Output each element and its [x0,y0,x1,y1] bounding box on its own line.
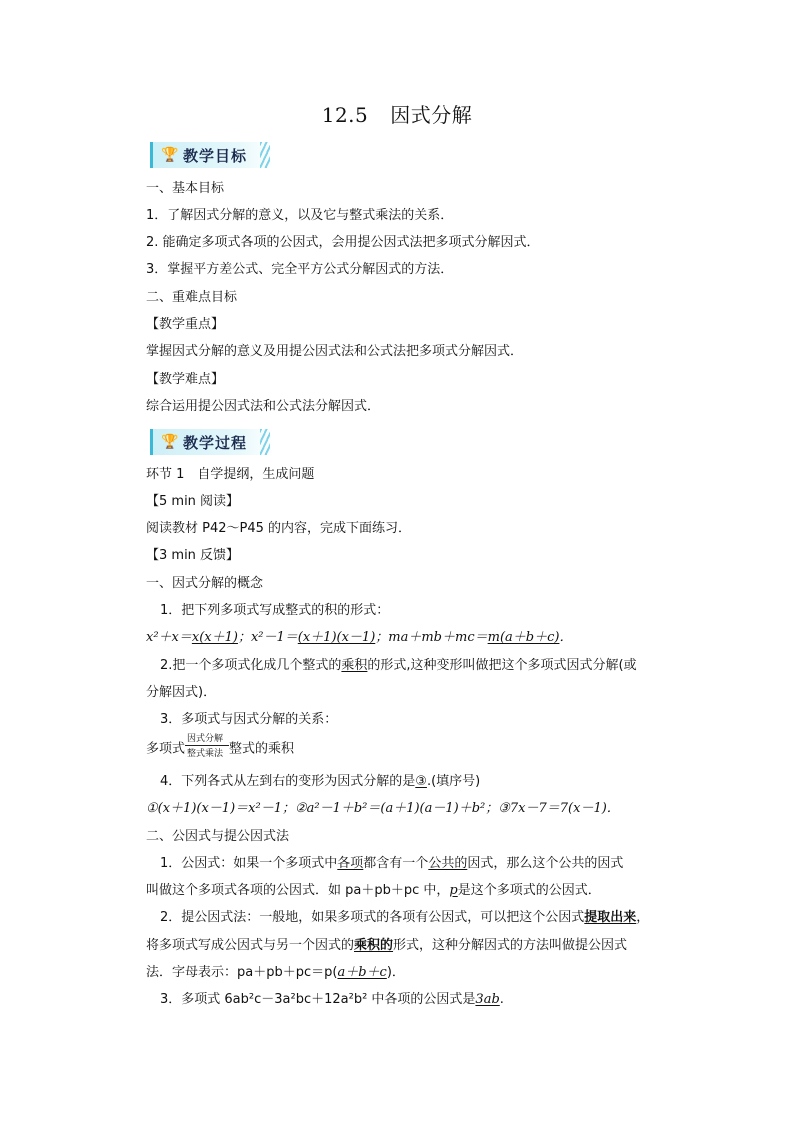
f2-formula-start: 法．字母表示：pa＋pb＋pc＝p( [146,965,338,980]
goal-item-3: 3．掌握平方差公式、完全平方公式分解因式的方法． [146,262,454,277]
feedback-label: 【3 min 反馈】 [146,548,240,563]
q4-end: .(填序号) [426,774,481,789]
q2-end: 的形式,这种变形叫做把这个多项式因式分解(或 [367,658,637,673]
focus-label: 【教学重点】 [146,317,225,332]
answer-a: x(x＋1) [191,630,238,645]
read-label: 【5 min 阅读】 [146,494,240,509]
factor-item-1-cont [146,882,601,900]
f1-mid: 都含有一个 [363,856,429,871]
f2-answer-3: a＋b＋c [337,965,387,980]
f2-formula-end: )． [386,965,405,980]
relation-top-label: 因式分解 [187,734,224,744]
section-title: 因式分解 [390,103,473,127]
f1-answer-3: p [449,883,458,898]
factor-item-2-formula [146,964,405,982]
f3-start: 3．多项式 6ab²c－3a²bc＋12a²b² 中各项的公因式是 [160,992,476,1007]
difficulty-label: 【教学难点】 [146,372,225,387]
q4-answer: ③ [415,774,427,789]
trophy-icon: 🏆 [161,434,179,450]
difficulty-text: 综合运用提公因式法和公式法分解因式． [146,399,381,414]
eq-b: ；x²－1＝ [237,630,298,645]
question-2 [160,657,637,675]
f1-cont-start: 叫做这个多项式各项的公因式．如 pa＋pb＋pc 中， [146,883,450,898]
section-number: 12.5 [321,103,369,127]
factor-heading: 二、公因式与提公因式法 [146,829,290,844]
question-1-equations [146,629,572,647]
f2-comma: ， [636,910,650,925]
trophy-icon: 🏆 [161,147,179,163]
f2-cont-end: 形式，这种分解因式的方法叫做提公因式 [393,938,628,953]
process-banner [150,429,274,455]
factor-item-3 [160,991,504,1009]
f1-start: 1．公因式：如果一个多项式中 [160,856,338,871]
factor-item-2-cont [146,937,627,955]
goals-banner [150,142,274,168]
f1-answer-2: 公共的 [428,856,468,871]
f1-cont-end: 是这个多项式的公因式． [457,883,601,898]
f3-answer: 3ab [475,992,500,1007]
focus-text: 掌握因式分解的意义及用提公因式法和公式法把多项式分解因式． [146,344,524,359]
q2-answer: 乘积 [341,658,368,673]
answer-c: m(a＋b＋c) [487,630,560,645]
q2-start: 2.把一个多项式化成几个整式的 [160,658,342,673]
stage1-heading [146,466,314,484]
f2-answer-2: 乘积的 [354,938,394,953]
f2-answer-1: 提取出来 [584,910,637,925]
question-4 [160,773,480,791]
factor-item-1 [160,855,623,873]
process-banner-label: 教学过程 [183,434,248,452]
goal-item-2: 2. 能确定多项式各项的公因式，会用提公因式法把多项式分解因式． [146,235,540,250]
goal-item-1: 1．了解因式分解的意义，以及它与整式乘法的关系． [146,208,454,223]
f2-start: 2．提公因式法：一般地，如果多项式的各项有公因式，可以把这个公因式 [160,910,585,925]
eq-a: x²＋x＝ [146,630,192,645]
question-3: 3．多项式与因式分解的关系： [160,712,338,727]
f1-answer-1: 各项 [337,856,364,871]
page-title [0,99,794,128]
eq-end: ． [559,630,573,645]
question-4-options: ①(x＋1)(x－1)＝x²－1；②a²－1＋b²＝(a＋1)(a－1)＋b²；③7x－7＝7(x－1)． [146,801,620,816]
key-goals-heading: 二、重难点目标 [146,290,238,305]
question-2-cont: 分解因式)． [146,685,217,700]
stage1-prefix: 环节 1 [146,467,185,482]
question-1: 1．把下列多项式写成整式的积的形式： [160,603,390,618]
f3-end: . [499,992,504,1007]
concept-heading: 一、因式分解的概念 [146,576,264,591]
relation-bottom-label: 整式乘法 [187,749,224,759]
question-3-relation [146,734,295,759]
basic-goals-heading: 一、基本目标 [146,181,225,196]
relation-left: 多项式 [146,741,186,757]
relation-right: 整式的乘积 [229,741,295,757]
eq-c: ；ma＋mb＋mc＝ [375,630,488,645]
relation-arrows [185,734,229,759]
arrow-icon [185,745,229,746]
answer-b: (x＋1)(x－1) [297,630,376,645]
goals-banner-label: 教学目标 [183,147,248,165]
read-text: 阅读教材 P42～P45 的内容，完成下面练习． [146,521,412,536]
q4-start: 4．下列各式从左到右的变形为因式分解的是 [160,774,416,789]
factor-item-2 [160,909,649,927]
f1-end: 因式，那么这个公共的因式 [467,856,624,871]
f2-cont-start: 将多项式写成公因式与另一个因式的 [146,938,355,953]
stage1-title: 自学提纲，生成问题 [197,467,315,482]
